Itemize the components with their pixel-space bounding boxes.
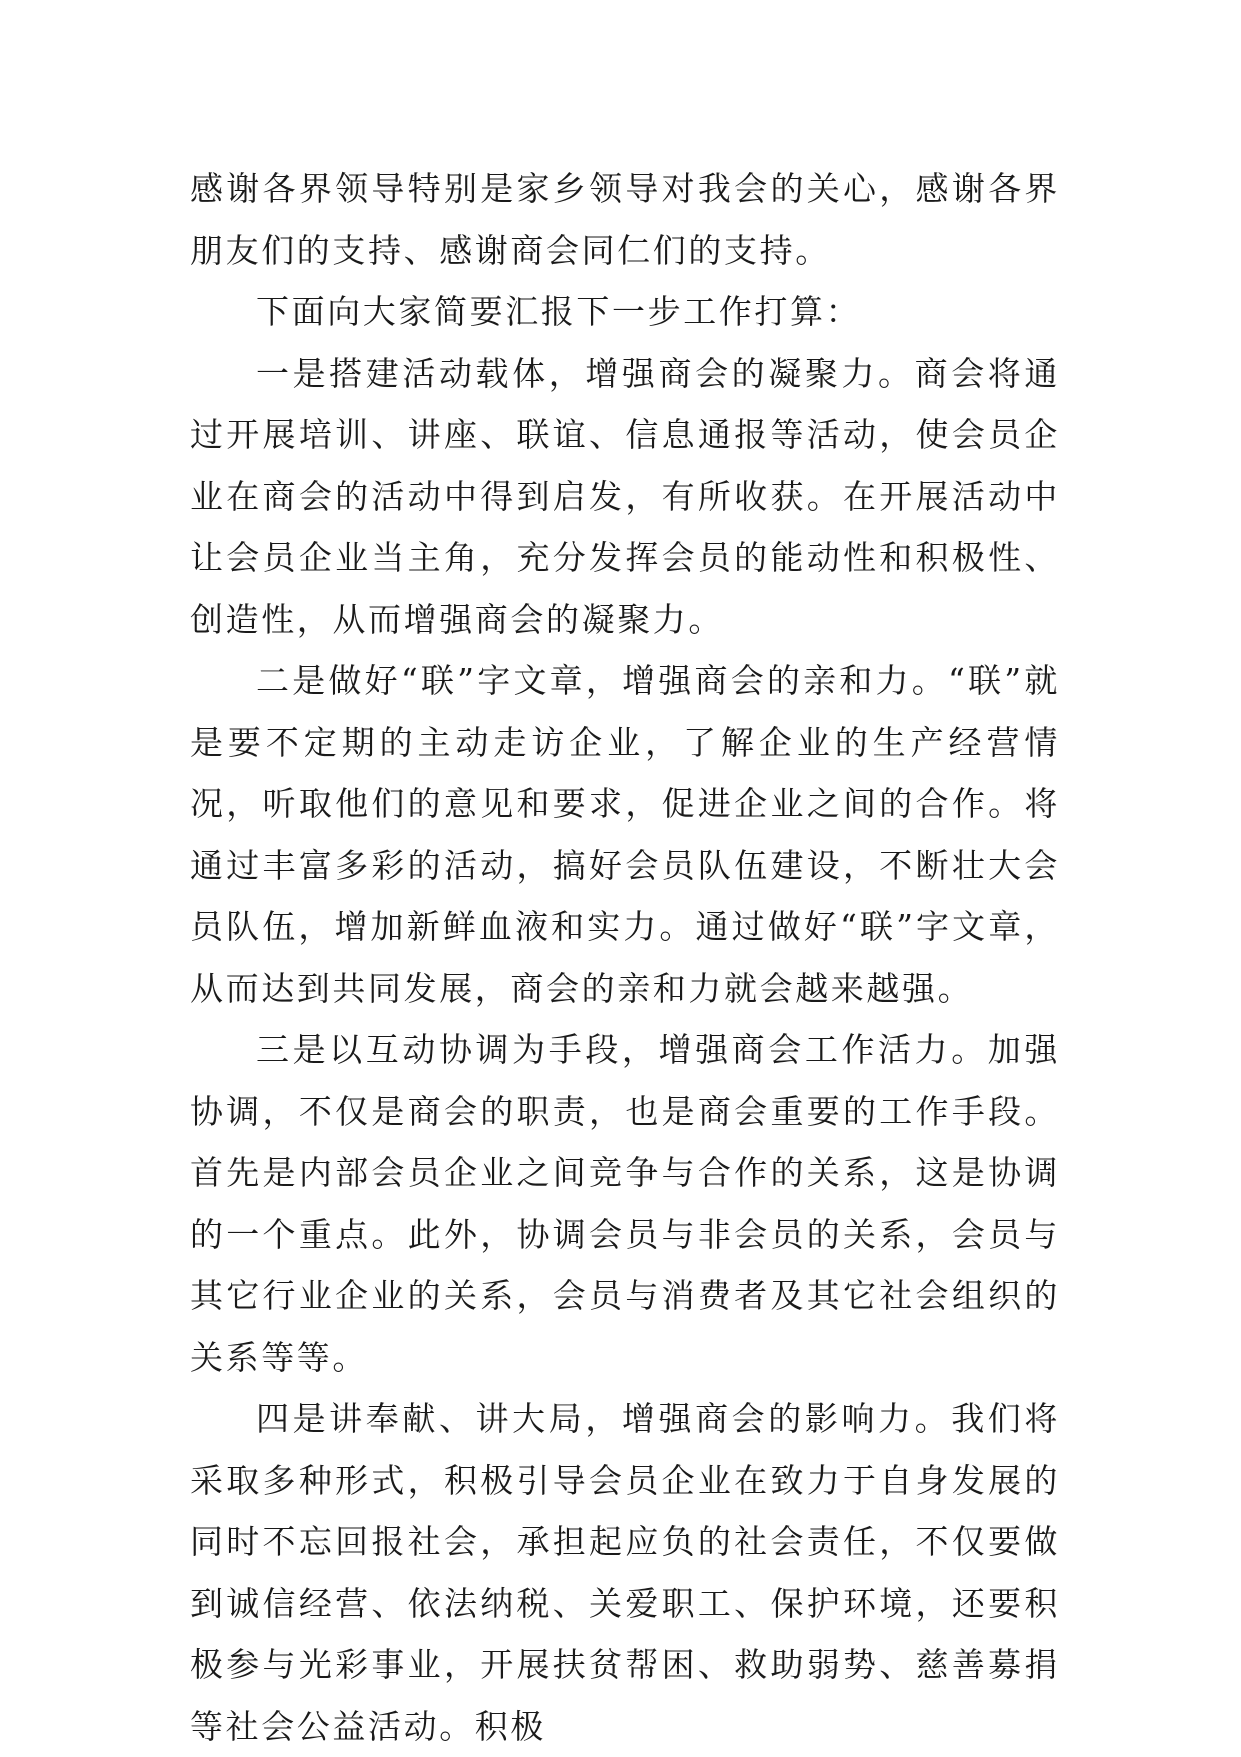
- paragraph-6: 四是讲奉献、讲大局，增强商会的影响力。我们将采取多种形式，积极引导会员企业在致力于自身发展的同时不忘回报社会，承担起应负的社会责任，不仅要做到诚信经营、依法纳税、关爱职工、保护环境，还要积极参与光彩事业，开展扶贫帮困、救助弱势、慈善募捐等社会公益活动。积极: [190, 1399, 1060, 1746]
- paragraph-2: 下面向大家简要汇报下一步工作打算：: [256, 292, 862, 331]
- paragraph-1: 感谢各界领导特别是家乡领导对我会的关心，感谢各界朋友们的支持、感谢商会同仁们的支持。: [190, 169, 1060, 270]
- paragraph-5: 三是以互动协调为手段，增强商会工作活力。加强协调，不仅是商会的职责，也是商会重要的工作手段。首先是内部会员企业之间竞争与合作的关系，这是协调的一个重点。此外，协调会员与非会员的关系，会员与其它行业企业的关系，会员与消费者及其它社会组织的关系等等。: [190, 1030, 1060, 1377]
- paragraph-4: 二是做好“联”字文章，增强商会的亲和力。“联”就是要不定期的主动走访企业，了解企业的生产经营情况，听取他们的意见和要求，促进企业之间的合作。将通过丰富多彩的活动，搞好会员队伍建设，不断壮大会员队伍，增加新鲜血液和实力。通过做好“联”字文章，从而达到共同发展，商会的亲和力就会越来越强。: [190, 661, 1060, 1008]
- document-body: [190, 158, 1060, 1757]
- paragraph-3: 一是搭建活动载体，增强商会的凝聚力。商会将通过开展培训、讲座、联谊、信息通报等活动，使会员企业在商会的活动中得到启发，有所收获。在开展活动中让会员企业当主角，充分发挥会员的能动性和积极性、创造性，从而增强商会的凝聚力。: [190, 353, 1060, 639]
